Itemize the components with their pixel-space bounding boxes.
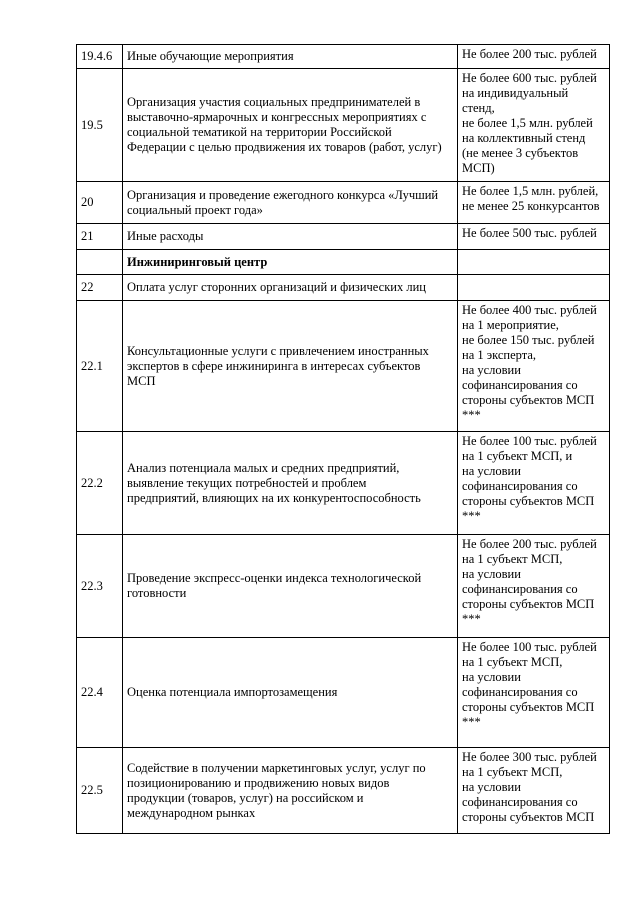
- table-row: [77, 275, 610, 301]
- row-limit: Не более 100 тыс. рублей на 1 субъект МСП, на условии софинансирования со стороны субъектов МСП ***: [458, 638, 610, 748]
- table-row: [77, 535, 610, 638]
- row-number: 22.3: [77, 535, 123, 638]
- row-limit: Не более 100 тыс. рублей на 1 субъект МСП, и на условии софинансирования со стороны субъектов МСП ***: [458, 432, 610, 535]
- table-row: [77, 45, 610, 69]
- table-row: [77, 69, 610, 182]
- table-row: [77, 301, 610, 432]
- row-limit: Не более 1,5 млн. рублей, не менее 25 конкурсантов: [458, 182, 610, 224]
- row-number: [77, 250, 123, 275]
- row-description: Консультационные услуги с привлечением иностранных экспертов в сфере инжиниринга в интересах субъектов МСП: [123, 301, 458, 432]
- table-row: [77, 432, 610, 535]
- row-limit: Не более 500 тыс. рублей: [458, 224, 610, 250]
- row-description: Организация и проведение ежегодного конкурса «Лучший социальный проект года»: [123, 182, 458, 224]
- expenses-table: [76, 44, 610, 834]
- table-row: [77, 182, 610, 224]
- row-description: Содействие в получении маркетинговых услуг, услуг по позиционированию и продвижению новых видов продукции (товаров, услуг) на российском и международном рынках: [123, 748, 458, 834]
- row-number: 20: [77, 182, 123, 224]
- row-description: Проведение экспресс-оценки индекса технологической готовности: [123, 535, 458, 638]
- row-limit: [458, 250, 610, 275]
- table-row: [77, 638, 610, 748]
- row-limit: Не более 600 тыс. рублей на индивидуальный стенд, не более 1,5 млн. рублей на коллективный стенд (не менее 3 субъектов МСП): [458, 69, 610, 182]
- row-number: 22.1: [77, 301, 123, 432]
- row-description: Организация участия социальных предпринимателей в выставочно-ярмарочных и конгрессных мероприятиях с социальной тематикой на территории Российской Федерации с целью продвижения их товаров (работ, услуг): [123, 69, 458, 182]
- row-limit: Не более 200 тыс. рублей: [458, 45, 610, 69]
- row-description: Оценка потенциала импортозамещения: [123, 638, 458, 748]
- row-number: 21: [77, 224, 123, 250]
- section-title: Инжиниринговый центр: [123, 250, 458, 275]
- row-number: 19.4.6: [77, 45, 123, 69]
- row-description: Оплата услуг сторонних организаций и физических лиц: [123, 275, 458, 301]
- row-limit: Не более 400 тыс. рублей на 1 мероприятие, не более 150 тыс. рублей на 1 эксперта, на условии софинансирования со стороны субъектов МСП ***: [458, 301, 610, 432]
- row-description: Иные расходы: [123, 224, 458, 250]
- table-row: [77, 748, 610, 834]
- table-row: [77, 224, 610, 250]
- row-limit: Не более 200 тыс. рублей на 1 субъект МСП, на условии софинансирования со стороны субъектов МСП ***: [458, 535, 610, 638]
- row-number: 22: [77, 275, 123, 301]
- row-number: 22.4: [77, 638, 123, 748]
- section-header-row: [77, 250, 610, 275]
- row-description: Иные обучающие мероприятия: [123, 45, 458, 69]
- row-limit: Не более 300 тыс. рублей на 1 субъект МСП, на условии софинансирования со стороны субъектов МСП: [458, 748, 610, 834]
- row-number: 19.5: [77, 69, 123, 182]
- row-number: 22.2: [77, 432, 123, 535]
- row-number: 22.5: [77, 748, 123, 834]
- row-limit: [458, 275, 610, 301]
- row-description: Анализ потенциала малых и средних предприятий, выявление текущих потребностей и проблем предприятий, влияющих на их конкурентоспособность: [123, 432, 458, 535]
